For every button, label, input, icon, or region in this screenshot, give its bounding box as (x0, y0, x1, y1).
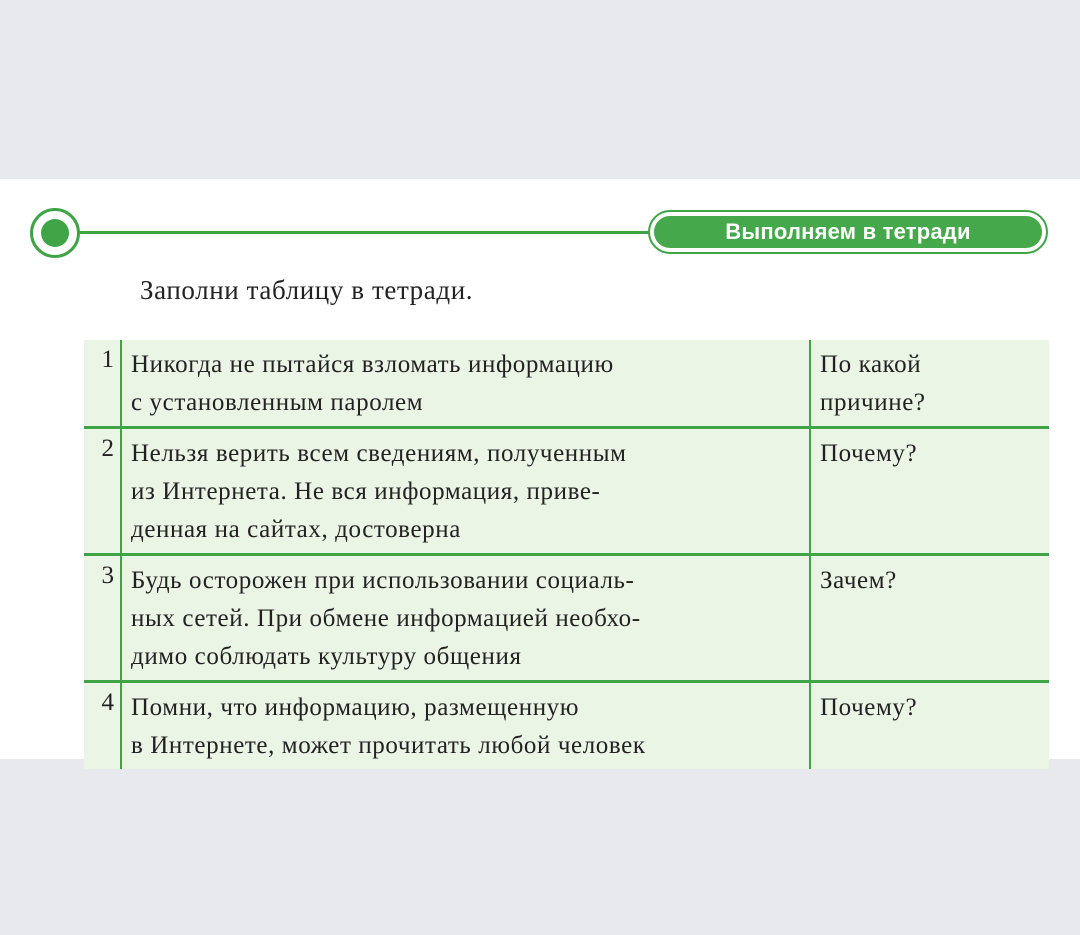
question-line: Почему? (820, 440, 918, 467)
section-bullet-icon (30, 208, 80, 258)
question-line: Зачем? (820, 567, 897, 594)
row-number: 2 (84, 429, 122, 553)
task-instruction: Заполни таблицу в тетради. (140, 275, 474, 305)
row-question (811, 340, 1049, 426)
header-rule (70, 231, 690, 234)
statement-line: димо соблюдать культуру общения (131, 643, 522, 670)
table-row (84, 683, 1049, 769)
textbook-page (0, 179, 1080, 759)
row-number: 4 (84, 683, 122, 769)
row-statement (122, 340, 811, 426)
row-number: 3 (84, 556, 122, 680)
section-bullet-dot (41, 219, 69, 247)
row-question (811, 429, 1049, 553)
question-line: По какой (820, 351, 922, 378)
statement-line: Нельзя верить всем сведениям, полученным (131, 440, 627, 467)
section-badge-label: Выполняем в тетради (654, 216, 1042, 248)
row-statement (122, 429, 811, 553)
statement-line: Будь осторожен при использовании социаль- (131, 567, 635, 594)
question-line: причине? (820, 389, 926, 416)
table-row (84, 556, 1049, 683)
statement-line: с установленным паролем (131, 389, 424, 416)
statement-line: Помни, что информацию, размещенную (131, 694, 580, 721)
table-row (84, 340, 1049, 429)
row-number: 1 (84, 340, 122, 426)
statement-line: в Интернете, может прочитать любой человек (131, 732, 646, 759)
task-table (84, 340, 1049, 769)
statement-line: денная на сайтах, достоверна (131, 516, 461, 543)
statement-line: ных сетей. При обмене информацией необхо- (131, 605, 641, 632)
statement-line: из Интернета. Не вся информация, приве- (131, 478, 601, 505)
question-line: Почему? (820, 694, 918, 721)
statement-line: Никогда не пытайся взломать информацию (131, 351, 614, 378)
row-question (811, 683, 1049, 769)
section-badge (648, 210, 1048, 254)
row-statement (122, 556, 811, 680)
table-row (84, 429, 1049, 556)
row-question (811, 556, 1049, 680)
row-statement (122, 683, 811, 769)
